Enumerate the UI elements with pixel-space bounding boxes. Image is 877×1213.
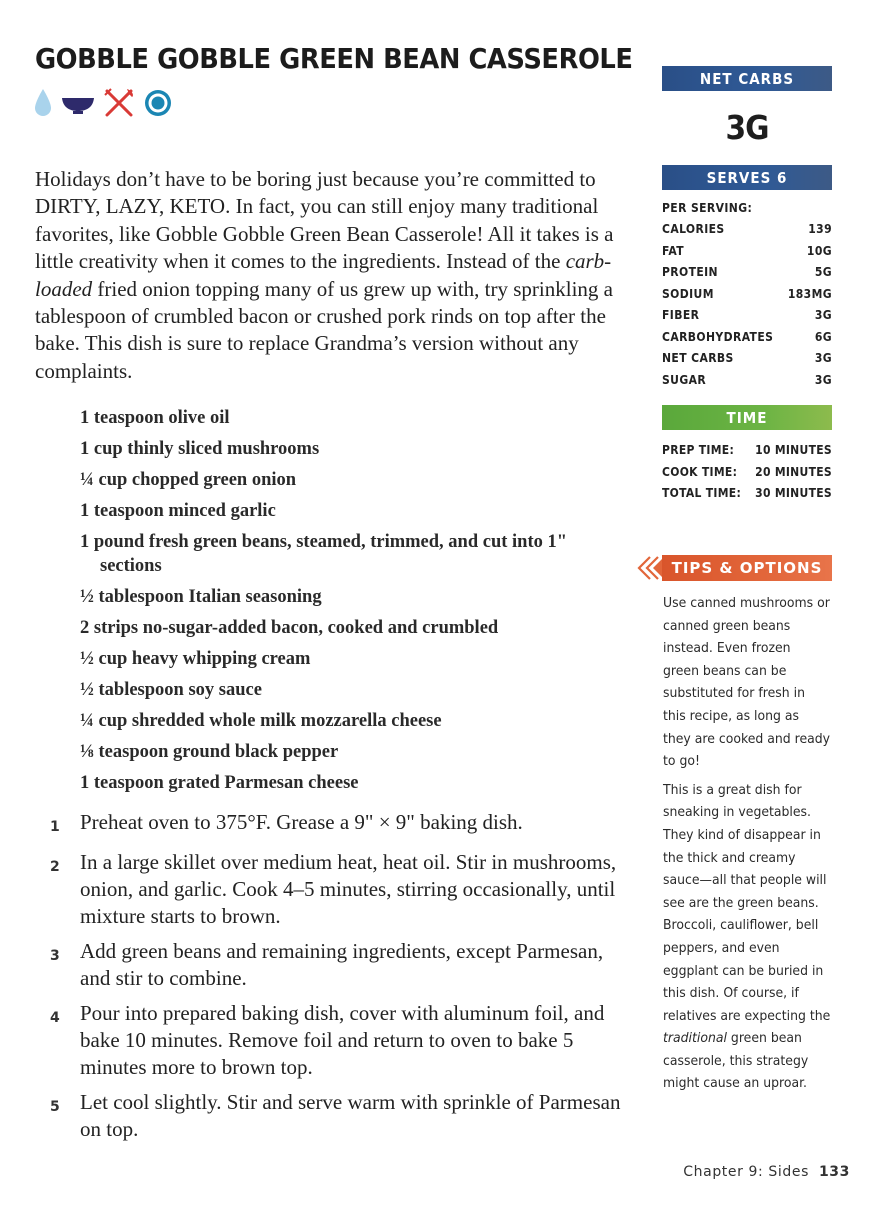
nutrition-label: CARBOHYDRATES — [662, 329, 774, 344]
time-label: TOTAL TIME: — [662, 486, 742, 500]
net-carbs-header: NET CARBS — [662, 66, 832, 91]
instructions-list — [50, 809, 622, 1151]
nutrition-sidebar — [662, 66, 832, 505]
nutrition-row — [662, 305, 832, 327]
tip-text-continued: green bean casserole, this strategy might cause an uproar. — [663, 1031, 809, 1092]
nutrition-value: 3G — [814, 308, 832, 322]
ingredient-item: ½ tablespoon soy sauce — [80, 680, 262, 700]
ingredient-item: 1 teaspoon olive oil — [80, 408, 230, 428]
step-number: 5 — [50, 1099, 60, 1115]
time-row — [662, 483, 832, 505]
nutrition-label: NET CARBS — [662, 351, 734, 365]
tip-emphasis: traditional — [663, 1031, 727, 1047]
target-icon — [143, 88, 173, 118]
time-row — [662, 440, 832, 462]
instruction-step — [50, 1000, 622, 1081]
diet-icons — [33, 86, 173, 120]
step-text: Add green beans and remaining ingredients, except Parmesan, and stir to combine. — [80, 939, 604, 990]
tip-paragraph: Use canned mushrooms or canned green beans instead. Even frozen green beans can be substituted for fresh in this recipe, as long as they are cooked and ready to go! — [663, 596, 831, 770]
recipe-title: GOBBLE GOBBLE GREEN BEAN CASSEROLE — [35, 42, 633, 75]
nutrition-row — [662, 327, 832, 349]
nutrition-row — [662, 284, 832, 306]
step-text: Let cool slightly. Stir and serve warm with sprinkle of Parmesan on top. — [80, 1090, 621, 1141]
nutrition-row — [662, 219, 832, 241]
time-value: 30 MINUTES — [755, 486, 832, 500]
ingredient-item: ⅛ teaspoon ground black pepper — [80, 742, 339, 762]
instruction-step — [50, 1089, 622, 1143]
nutrition-row — [662, 348, 832, 370]
nutrition-label: CALORIES — [662, 222, 725, 236]
fork-knife-icon — [103, 87, 135, 119]
ingredient-item: ½ cup heavy whipping cream — [80, 649, 311, 669]
time-value: 20 MINUTES — [755, 464, 832, 479]
nutrition-row — [662, 262, 832, 284]
ingredient-item: 1 pound fresh green beans, steamed, trimmed, and cut into 1" sections — [80, 532, 568, 576]
nutrition-label: FIBER — [662, 308, 700, 322]
nutrition-row — [662, 241, 832, 263]
nutrition-label: FAT — [662, 243, 684, 258]
tips-header — [636, 555, 832, 581]
ingredient-item: 1 cup thinly sliced mushrooms — [80, 439, 320, 459]
nutrition-value: 3G — [814, 372, 832, 387]
nutrition-label: PROTEIN — [662, 265, 718, 279]
water-drop-icon — [33, 88, 53, 118]
ingredient-item: 1 teaspoon grated Parmesan cheese — [80, 773, 359, 793]
time-facts — [662, 440, 832, 505]
bowl-icon — [61, 92, 95, 114]
nutrition-facts — [662, 198, 832, 391]
step-text: Preheat oven to 375°F. Grease a 9" × 9" baking dish. — [80, 810, 523, 834]
tip-paragraph — [663, 780, 830, 1096]
serves-header: SERVES 6 — [662, 165, 832, 190]
per-serving-label: PER SERVING: — [662, 201, 753, 215]
nutrition-value: 3G — [814, 351, 832, 365]
nutrition-value: 139 — [808, 222, 832, 236]
nutrition-value: 183MG — [787, 286, 832, 301]
nutrition-label: SUGAR — [662, 372, 707, 387]
step-number: 1 — [50, 819, 60, 835]
nutrition-value: 5G — [814, 265, 832, 279]
ingredient-item: 2 strips no-sugar-added bacon, cooked and crumbled — [80, 618, 499, 638]
tips-label: TIPS & OPTIONS — [662, 555, 832, 581]
instruction-step — [50, 809, 622, 841]
step-text: In a large skillet over medium heat, heat oil. Stir in mushrooms, onion, and garlic. Cook 4–5 minutes, stirring occasionally, until mixture starts to brown. — [80, 850, 617, 928]
intro-text-continued: fried onion topping many of us grew up with, try sprinkling a tablespoon of crumbled bacon or crushed pork rinds on top after the bake. This dish is sure to replace Grandma’s version without any complaints. — [35, 276, 614, 383]
time-label: PREP TIME: — [662, 443, 735, 457]
time-section — [662, 405, 832, 505]
page-footer — [683, 1164, 850, 1180]
intro-text: Holidays don’t have to be boring just because you’re committed to DIRTY, LAZY, KETO. In fact, you can still enjoy many traditional favorites, like Gobble Gobble Green Bean Casserole! All it takes is a little creativity when it comes to the ingredients. Instead of the — [35, 167, 614, 274]
tips-body — [663, 593, 830, 1102]
step-number: 3 — [50, 948, 60, 964]
page-number: 133 — [818, 1164, 850, 1180]
time-header: TIME — [662, 405, 832, 430]
intro-emphasis: carb-loaded — [35, 249, 612, 301]
ingredient-item: ½ tablespoon Italian seasoning — [80, 587, 322, 607]
tip-text: This is a great dish for sneaking in vegetables. They kind of disappear in the thick and creamy sauce—all that people will see are the green beans. Broccoli, cauliflower, bell peppers, and even eggplant can be buried in this dish. Of course, if relatives are expecting the — [663, 782, 831, 1024]
time-value: 10 MINUTES — [755, 443, 832, 457]
nutrition-value: 10G — [806, 243, 832, 258]
ingredient-item: ¼ cup chopped green onion — [80, 470, 297, 490]
net-carbs-value: 3G — [725, 108, 769, 147]
nutrition-value: 6G — [814, 329, 832, 344]
chapter-label: Chapter 9: Sides — [683, 1164, 809, 1180]
ingredient-item: ¼ cup shredded whole milk mozzarella cheese — [80, 711, 442, 731]
instruction-step — [50, 938, 622, 992]
ingredients-list — [80, 406, 620, 802]
ingredient-item: 1 teaspoon minced garlic — [80, 501, 276, 521]
instruction-step — [50, 849, 622, 930]
recipe-intro — [35, 166, 627, 385]
step-number: 2 — [50, 859, 60, 875]
step-text: Pour into prepared baking dish, cover with aluminum foil, and bake 10 minutes. Remove foil and return to oven to bake 5 minutes more to brown top. — [80, 1001, 605, 1079]
nutrition-row — [662, 370, 832, 392]
time-row — [662, 462, 832, 484]
time-label: COOK TIME: — [662, 464, 738, 479]
nutrition-label: SODIUM — [662, 286, 714, 301]
step-number: 4 — [50, 1010, 60, 1026]
